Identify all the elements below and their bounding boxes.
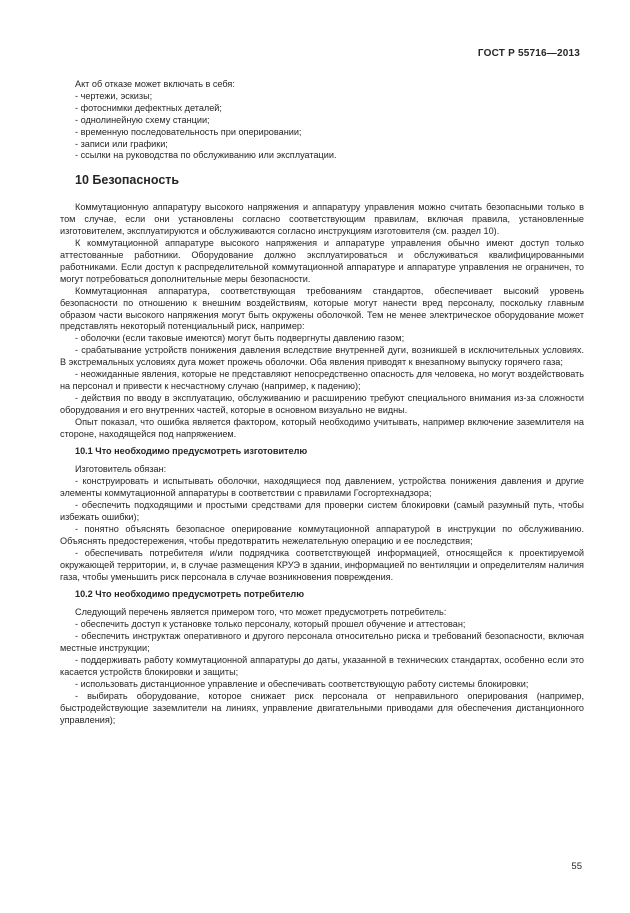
consumer-duty-item: - использовать дистанционное управление и обеспечивать соответствующую работу системы блокировки;	[75, 678, 529, 689]
section-10-closing: Опыт показал, что ошибка является фактором, который необходимо учитывать, например включение заземлителя на стороне, находящейся под напряжением.	[60, 416, 584, 439]
manufacturer-duty-item: - понятно объяснять безопасное оперирование коммутационной аппаратурой в инструкции по обслуживанию. Объяснять предостережения, чтобы предотвратить нежелательную операцию и ее последствия;	[60, 523, 584, 546]
section-10-paragraph: Коммутационную аппаратуру высокого напряжения и аппаратуру управления можно считать безопасными только в том случае, если они установлены согласно соответствующим правилам, включая правила, установленные изготовителем, эксплуатируются и обслуживаются согласно инструкциям изготовителя (см. раздел 10).	[60, 202, 584, 237]
consumer-duty-item: - поддерживать работу коммутационной аппаратуры до даты, указанной в технических стандартах, особенно если это касается устройств блокировки и защиты;	[60, 654, 584, 677]
section-10-paragraph: К коммутационной аппаратуре высокого напряжения и аппаратуре управления обычно имеют доступ только аттестованные работники. Оборудование должно эксплуатироваться и обслуживаться квалифицированными работниками. Если доступ к распределительной коммутационной аппаратуре и аппаратуре управления не ограничен, то могут потребоваться дополнительные меры безопасности.	[60, 238, 584, 284]
risk-item: - оболочки (если таковые имеются) могут быть подвергнуты давлению газом;	[75, 333, 405, 344]
consumer-duty-item: - обеспечить доступ к установке только персоналу, который прошел обучение и аттестован;	[75, 619, 466, 630]
section-10-paragraph: Коммутационная аппаратура, соответствующая требованиям стандартов, обеспечивает высокий уровень безопасности по отношению к внешним воздействиям, которые могут нанести вред персоналу, поскольку главным образом части высокого напряжения могут быть окружены оболочкой. Тем не менее электрическое оборудование может представлять некоторый потенциальный риск, например:	[60, 285, 584, 332]
intro-lead: Акт об отказе может включать в себя:	[75, 79, 235, 89]
risk-item: - действия по вводу в эксплуатацию, обслуживанию и расширению требуют специального внимания из-за сложности оборудования и его внутренних частей, которые в основном визуально не видны.	[60, 392, 584, 415]
page-content	[60, 79, 584, 726]
intro-list-item: - чертежи, эскизы;	[75, 90, 153, 101]
manufacturer-duty-item: - обеспечивать потребителя и/или подрядчика соответствующей информацией, относящейся к проектируемой окружающей территории, и, в случае размещения КРУЭ в здании, информацией по вентиляции и определителям наличия газа, чтобы уменьшить риск персонала в случае возникновения повреждения.	[60, 547, 584, 582]
section-10-title: 10 Безопасность	[75, 173, 180, 188]
intro-list-item: - ссылки на руководства по обслуживанию или эксплуатации.	[75, 150, 337, 161]
section-10-1-title: 10.1 Что необходимо предусмотреть изготовителю	[75, 446, 308, 457]
intro-list-item: - записи или графики;	[75, 138, 168, 149]
manufacturer-duty-item: - обеспечить подходящими и простыми средствами для проверки систем блокировки (самый разумный путь, чтобы избежать ошибки);	[60, 500, 584, 522]
document-code-header: ГОСТ Р 55716—2013	[477, 48, 580, 59]
risk-item: - неожиданные явления, которые не представляют непосредственно опасность для человека, но могут воздействовать на персонал и привести к несчастному случаю (например, к падению);	[60, 369, 584, 391]
page-number: 55	[571, 861, 582, 872]
section-10-2-title: 10.2 Что необходимо предусмотреть потребителю	[75, 589, 304, 600]
consumer-duty-item: - обеспечить инструктаж оперативного и другого персонала относительно риска и требований безопасности, включая местные инструкции;	[60, 631, 584, 654]
consumer-duty-item: - выбирать оборудование, которое снижает риск персонала от неправильного оперирования (например, быстродействующие заземлители на линиях, управление двигательными приводами для обеспечения дистанционного управления);	[60, 690, 584, 725]
intro-list-item: - фотоснимки дефектных деталей;	[75, 102, 222, 113]
intro-list-item: - временную последовательность при оперировании;	[75, 126, 302, 137]
intro-list-item: - однолинейную схему станции;	[75, 114, 210, 125]
section-10-2-lead: Следующий перечень является примером того, что может предусмотреть потребитель:	[75, 607, 447, 618]
risk-item: - срабатывание устройств понижения давления вследствие внутренней дуги, возникшей в исключительных условиях. В экстремальных условиях дуга может прожечь оболочки. Оба явления приводят к внезапному выпуску горячего газа;	[60, 345, 584, 368]
manufacturer-duty-item: - конструировать и испытывать оболочки, находящиеся под давлением, устройства понижения давления и другие элементы коммутационной аппаратуры в соответствии с правилами Госгортехнадзора;	[60, 476, 584, 499]
section-10-1-lead: Изготовитель обязан:	[75, 464, 167, 475]
